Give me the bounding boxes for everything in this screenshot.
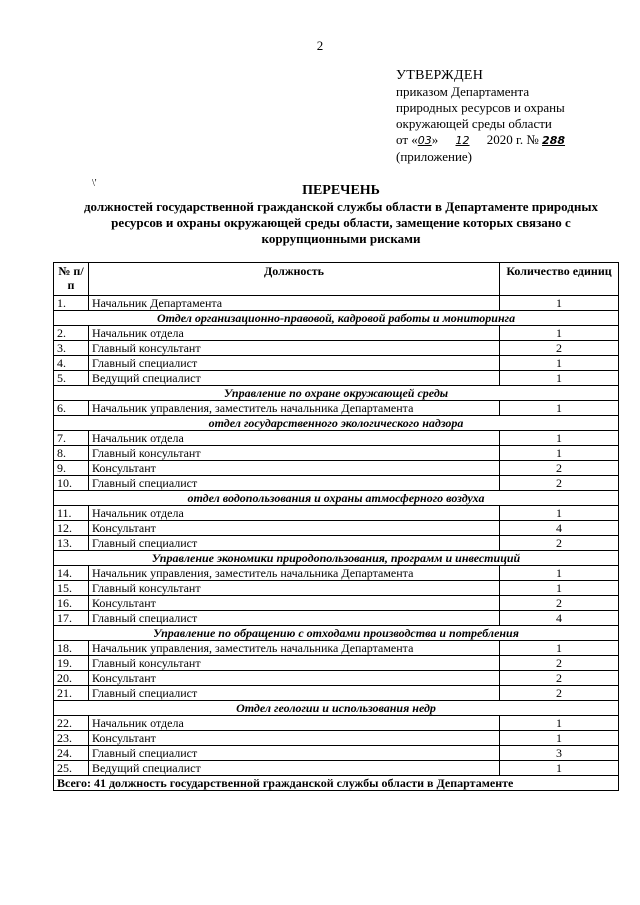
row-position: Начальник отдела xyxy=(89,326,500,341)
row-num: 24. xyxy=(54,746,89,761)
approval-line-3: окружающей среды области xyxy=(396,116,552,131)
row-count: 4 xyxy=(500,521,619,536)
row-position: Начальник управления, заместитель начальника Департамента xyxy=(89,641,500,656)
row-num: 11. xyxy=(54,506,89,521)
table-row xyxy=(54,731,619,746)
document-title xyxy=(60,183,622,247)
table-row xyxy=(54,536,619,551)
row-num: 4. xyxy=(54,356,89,371)
positions-table xyxy=(53,262,619,791)
approval-line-2: природных ресурсов и охраны xyxy=(396,100,565,115)
row-position: Главный консультант xyxy=(89,656,500,671)
section-row xyxy=(54,416,619,431)
table-header-row xyxy=(54,263,619,296)
row-count: 4 xyxy=(500,611,619,626)
section-title: Управление по обращению с отходами производства и потребления xyxy=(54,626,619,641)
row-position: Консультант xyxy=(89,521,500,536)
table-row xyxy=(54,506,619,521)
approval-date-line xyxy=(396,132,565,149)
section-row xyxy=(54,626,619,641)
row-position: Консультант xyxy=(89,596,500,611)
row-position: Консультант xyxy=(89,671,500,686)
table-body xyxy=(54,296,619,776)
section-row xyxy=(54,551,619,566)
table-row xyxy=(54,341,619,356)
row-count: 2 xyxy=(500,341,619,356)
row-num: 16. xyxy=(54,596,89,611)
row-count: 1 xyxy=(500,446,619,461)
date-year: 2020 г. № xyxy=(486,132,539,147)
date-month: 12 xyxy=(455,134,470,147)
row-num: 7. xyxy=(54,431,89,446)
table-row xyxy=(54,641,619,656)
date-day: 03 xyxy=(417,134,432,147)
row-count: 1 xyxy=(500,326,619,341)
row-num: 17. xyxy=(54,611,89,626)
row-num: 2. xyxy=(54,326,89,341)
section-title: Управление экономики природопользования, программ и инвестиций xyxy=(54,551,619,566)
total-text: Всего: 41 должность государственной гражданской службы области в Департаменте xyxy=(54,776,619,791)
section-row xyxy=(54,491,619,506)
title-subtitle: должностей государственной гражданской службы области в Департаменте природных ресурсов и охраны окружающей среды области, замещение которых связано с коррупционными рисками xyxy=(83,199,599,246)
table-row xyxy=(54,461,619,476)
row-num: 5. xyxy=(54,371,89,386)
row-position: Главный специалист xyxy=(89,746,500,761)
table-row xyxy=(54,611,619,626)
row-position: Главный специалист xyxy=(89,686,500,701)
row-num: 19. xyxy=(54,656,89,671)
row-position: Ведущий специалист xyxy=(89,371,500,386)
row-position: Начальник Департамента xyxy=(89,296,500,311)
row-num: 15. xyxy=(54,581,89,596)
row-count: 1 xyxy=(500,296,619,311)
row-count: 2 xyxy=(500,536,619,551)
row-position: Консультант xyxy=(89,731,500,746)
table-row xyxy=(54,371,619,386)
row-count: 1 xyxy=(500,506,619,521)
table-row xyxy=(54,671,619,686)
row-count: 2 xyxy=(500,671,619,686)
row-count: 1 xyxy=(500,731,619,746)
table-row xyxy=(54,761,619,776)
row-position: Главный специалист xyxy=(89,611,500,626)
table-row xyxy=(54,476,619,491)
row-num: 10. xyxy=(54,476,89,491)
table-row xyxy=(54,566,619,581)
row-position: Начальник отдела xyxy=(89,506,500,521)
table-row xyxy=(54,356,619,371)
row-count: 1 xyxy=(500,566,619,581)
row-num: 21. xyxy=(54,686,89,701)
section-title: Отдел организационно-правовой, кадровой работы и мониторинга xyxy=(54,311,619,326)
row-num: 13. xyxy=(54,536,89,551)
table-row xyxy=(54,746,619,761)
section-title: Управление по охране окружающей среды xyxy=(54,386,619,401)
row-num: 6. xyxy=(54,401,89,416)
row-num: 18. xyxy=(54,641,89,656)
row-position: Начальник управления, заместитель начальника Департамента xyxy=(89,566,500,581)
approval-block xyxy=(396,68,565,165)
table-row xyxy=(54,401,619,416)
section-row xyxy=(54,701,619,716)
order-number: 288 xyxy=(542,134,566,147)
row-position: Консультант xyxy=(89,461,500,476)
header-position: Должность xyxy=(89,263,500,296)
row-num: 23. xyxy=(54,731,89,746)
date-prefix: от « xyxy=(396,132,418,147)
row-count: 1 xyxy=(500,761,619,776)
row-num: 25. xyxy=(54,761,89,776)
row-position: Главный специалист xyxy=(89,356,500,371)
table-row xyxy=(54,656,619,671)
row-position: Главный консультант xyxy=(89,341,500,356)
row-num: 3. xyxy=(54,341,89,356)
row-count: 1 xyxy=(500,401,619,416)
section-row xyxy=(54,386,619,401)
row-position: Начальник отдела xyxy=(89,716,500,731)
row-num: 20. xyxy=(54,671,89,686)
row-num: 8. xyxy=(54,446,89,461)
row-count: 2 xyxy=(500,461,619,476)
table-row xyxy=(54,326,619,341)
section-title: Отдел геологии и использования недр xyxy=(54,701,619,716)
section-row xyxy=(54,311,619,326)
row-position: Главный консультант xyxy=(89,446,500,461)
row-num: 14. xyxy=(54,566,89,581)
row-count: 1 xyxy=(500,371,619,386)
row-count: 1 xyxy=(500,581,619,596)
approval-heading: УТВЕРЖДЕН xyxy=(396,68,484,83)
row-count: 1 xyxy=(500,431,619,446)
header-num: № п/п xyxy=(54,263,89,296)
section-title: отдел водопользования и охраны атмосферного воздуха xyxy=(54,491,619,506)
table-row xyxy=(54,686,619,701)
row-position: Начальник управления, заместитель начальника Департамента xyxy=(89,401,500,416)
row-position: Главный специалист xyxy=(89,536,500,551)
approval-line-1: приказом Департамента xyxy=(396,84,530,99)
row-num: 22. xyxy=(54,716,89,731)
row-count: 3 xyxy=(500,746,619,761)
table-row xyxy=(54,431,619,446)
table-row xyxy=(54,521,619,536)
row-num: 1. xyxy=(54,296,89,311)
table-row xyxy=(54,716,619,731)
row-count: 2 xyxy=(500,596,619,611)
row-position: Главный специалист xyxy=(89,476,500,491)
table-row xyxy=(54,596,619,611)
row-count: 1 xyxy=(500,641,619,656)
total-row xyxy=(54,776,619,791)
stray-mark: \' xyxy=(92,178,97,189)
row-position: Начальник отдела xyxy=(89,431,500,446)
title-heading: ПЕРЕЧЕНЬ xyxy=(302,183,380,198)
section-title: отдел государственного экологического надзора xyxy=(54,416,619,431)
table-row xyxy=(54,446,619,461)
row-position: Ведущий специалист xyxy=(89,761,500,776)
row-position: Главный консультант xyxy=(89,581,500,596)
row-count: 2 xyxy=(500,656,619,671)
row-num: 9. xyxy=(54,461,89,476)
page-number: 2 xyxy=(316,38,324,53)
row-count: 1 xyxy=(500,716,619,731)
row-count: 1 xyxy=(500,356,619,371)
row-num: 12. xyxy=(54,521,89,536)
approval-appendix: (приложение) xyxy=(396,149,473,164)
table-row xyxy=(54,581,619,596)
date-mid: » xyxy=(431,132,439,147)
header-count: Количество единиц xyxy=(500,263,619,296)
row-count: 2 xyxy=(500,686,619,701)
table-row xyxy=(54,296,619,311)
row-count: 2 xyxy=(500,476,619,491)
